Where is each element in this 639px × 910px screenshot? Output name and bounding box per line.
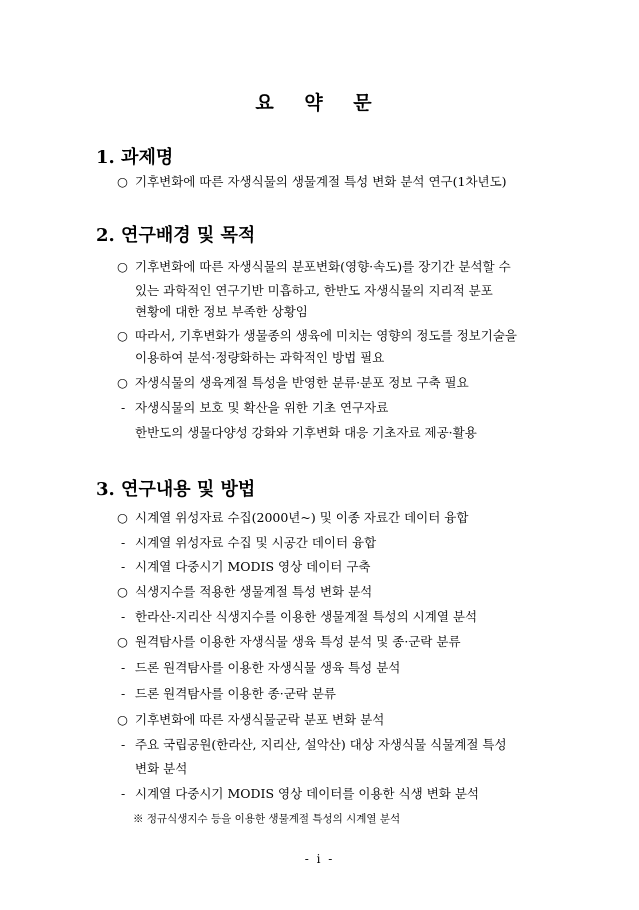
circle-bullet-icon: ○	[117, 634, 128, 649]
dash-bullet-icon: -	[121, 400, 126, 415]
list-item-text: 기후변화에 따른 자생식물의 분포변화(영향·속도)를 장기간 분석할 수	[135, 259, 511, 274]
list-item-text: 따라서, 기후변화가 생물종의 생육에 미치는 영향의 정도를 정보기술을	[135, 328, 517, 343]
list-item	[117, 259, 511, 275]
list-item-text: 식생지수를 적용한 생물계절 특성 변화 분석	[135, 584, 373, 599]
page-title: 요 약 문	[255, 92, 384, 114]
dash-bullet-icon: -	[121, 786, 126, 801]
footnote: ※ 정규식생지수 등을 이용한 생물계절 특성의 시계열 분석	[133, 813, 401, 825]
dash-bullet-icon: -	[121, 559, 126, 574]
sub-list-item-continuation: 변화 분석	[135, 761, 188, 776]
dash-bullet-icon: -	[121, 609, 126, 624]
sub-list-item-text: 한라산-지리산 식생지수를 이용한 생물계절 특성의 시계열 분석	[135, 609, 478, 624]
circle-bullet-icon: ○	[117, 510, 128, 525]
list-item	[117, 584, 372, 600]
sub-list-item-continuation: 한반도의 생물다양성 강화와 기후변화 대응 기초자료 제공·활용	[135, 425, 477, 440]
dash-bullet-icon: -	[121, 737, 126, 752]
sub-list-item	[121, 400, 388, 416]
dash-bullet-icon: -	[121, 686, 126, 701]
list-item-continuation: 이용하여 분석·정량화하는 과학적인 방법 필요	[135, 350, 385, 365]
list-item	[117, 328, 517, 344]
sub-list-item	[121, 686, 336, 702]
list-item	[117, 634, 461, 650]
circle-bullet-icon: ○	[117, 174, 128, 189]
circle-bullet-icon: ○	[117, 712, 128, 727]
sub-list-item-text: 자생식물의 보호 및 확산을 위한 기초 연구자료	[135, 400, 389, 415]
list-item-text: 기후변화에 따른 자생식물의 생물계절 특성 변화 분석 연구(1차년도)	[135, 174, 507, 189]
circle-bullet-icon: ○	[117, 259, 128, 274]
list-item-text: 자생식물의 생육계절 특성을 반영한 분류·분포 정보 구축 필요	[135, 375, 469, 390]
list-item	[117, 510, 468, 526]
sub-list-item-text: 드론 원격탐사를 이용한 종·군락 분류	[135, 686, 336, 701]
sub-list-item-text: 주요 국립공원(한라산, 지리산, 설악산) 대상 자생식물 식물계절 특성	[135, 737, 507, 752]
section-heading-2: 2. 연구배경 및 목적	[96, 225, 256, 246]
sub-list-item	[121, 535, 376, 551]
list-item	[117, 375, 469, 391]
sub-list-item	[121, 660, 400, 676]
circle-bullet-icon: ○	[117, 375, 128, 390]
list-item-text: 시계열 위성자료 수집(2000년~) 및 이종 자료간 데이터 융합	[135, 510, 469, 525]
dash-bullet-icon: -	[121, 660, 126, 675]
circle-bullet-icon: ○	[117, 584, 128, 599]
sub-list-item	[121, 609, 477, 625]
section-heading-1: 1. 과제명	[96, 147, 174, 168]
section-heading-3: 3. 연구내용 및 방법	[96, 479, 256, 500]
sub-list-item-text: 드론 원격탐사를 이용한 자생식물 생육 특성 분석	[135, 660, 401, 675]
list-item-continuation: 현황에 대한 정보 부족한 상황임	[135, 304, 308, 319]
list-item-text: 기후변화에 따른 자생식물군락 분포 변화 분석	[135, 712, 385, 727]
sub-list-item-text: 시계열 위성자료 수집 및 시공간 데이터 융합	[135, 535, 377, 550]
list-item-continuation: 있는 과학적인 연구기반 미흡하고, 한반도 자생식물의 지리적 분포	[135, 283, 493, 298]
list-item	[117, 712, 384, 728]
sub-list-item	[121, 786, 479, 802]
list-item	[117, 174, 507, 190]
sub-list-item-text: 시계열 다중시기 MODIS 영상 데이터를 이용한 식생 변화 분석	[135, 786, 480, 801]
sub-list-item	[121, 737, 507, 753]
circle-bullet-icon: ○	[117, 328, 128, 343]
sub-list-item	[121, 559, 371, 575]
list-item-text: 원격탐사를 이용한 자생식물 생육 특성 분석 및 종·군락 분류	[135, 634, 461, 649]
sub-list-item-text: 시계열 다중시기 MODIS 영상 데이터 구축	[135, 559, 371, 574]
page-number: - i -	[304, 852, 335, 866]
dash-bullet-icon: -	[121, 535, 126, 550]
